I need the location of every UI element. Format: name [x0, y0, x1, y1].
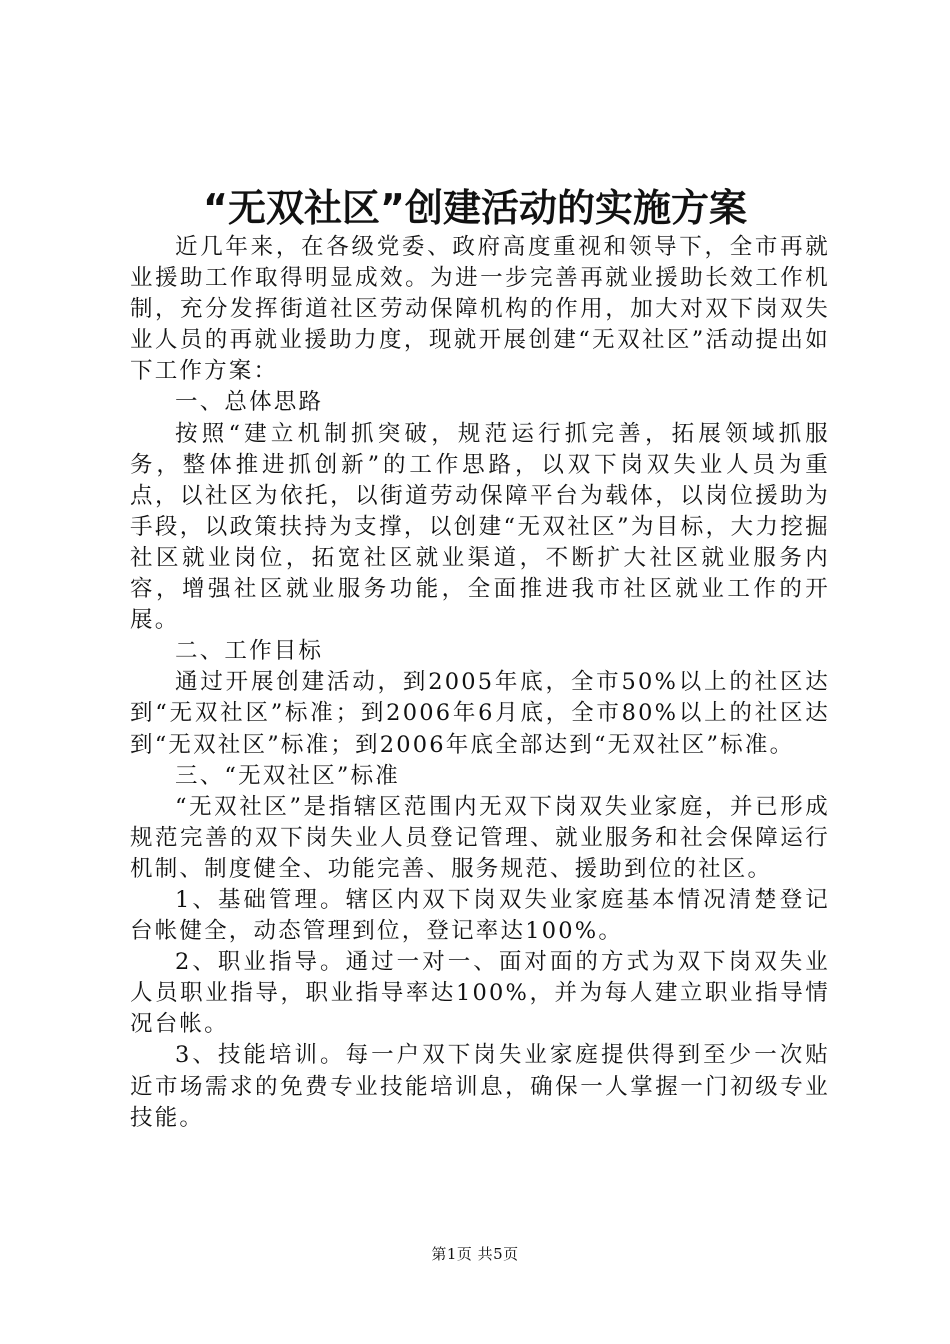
work-goals-paragraph: 通过开展创建活动，到2005年底，全市50%以上的社区达到“无双社区”标准；到2006年6月底，全市80%以上的社区达到“无双社区”标准；到2006年底全部达到“无双社区”标准。: [130, 669, 830, 758]
section-heading-standards: 三、“无双社区”标准: [175, 762, 401, 789]
standard-item-skills-training: 3、技能培训。每一户双下岗失业家庭提供得到至少一次贴近市场需求的免费专业技能培训息，确保一人掌握一门初级专业技能。: [130, 1042, 830, 1131]
intro-paragraph: 近几年来，在各级党委、政府高度重视和领导下，全市再就业援助工作取得明显成效。为进一步完善再就业援助长效工作机制，充分发挥街道社区劳动保障机构的作用，加大对双下岗双失业人员的再就业援助力度，现就开展创建“无双社区”活动提出如下工作方案：: [130, 234, 830, 385]
document-title: “无双社区”创建活动的实施方案: [203, 186, 747, 230]
document-body: [130, 232, 830, 1134]
standards-definition-paragraph: “无双社区”是指辖区范围内无双下岗双失业家庭，并已形成规范完善的双下岗失业人员登记管理、就业服务和社会保障运行机制、制度健全、功能完善、服务规范、援助到位的社区。: [130, 793, 830, 882]
section-heading-overall-approach: 一、总体思路: [175, 389, 324, 416]
standard-item-career-guidance: 2、职业指导。通过一对一、面对面的方式为双下岗双失业人员职业指导，职业指导率达100%，并为每人建立职业指导情况台帐。: [130, 949, 830, 1038]
overall-approach-paragraph: 按照“建立机制抓突破，规范运行抓完善，拓展领域抓服务，整体推进抓创新”的工作思路，以双下岗双失业人员为重点，以社区为依托，以街道劳动保障平台为载体，以岗位援助为手段，以政策扶持为支撑，以创建“无双社区”为目标，大力挖掘社区就业岗位，拓宽社区就业渠道，不断扩大社区就业服务内容，增强社区就业服务功能，全面推进我市社区就业工作的开展。: [130, 420, 830, 634]
standard-item-basic-management: 1、基础管理。辖区内双下岗双失业家庭基本情况清楚登记台帐健全，动态管理到位，登记率达100%。: [130, 886, 830, 945]
page-footer: 第1页 共5页: [431, 1245, 519, 1263]
section-heading-work-goals: 二、工作目标: [175, 638, 324, 665]
